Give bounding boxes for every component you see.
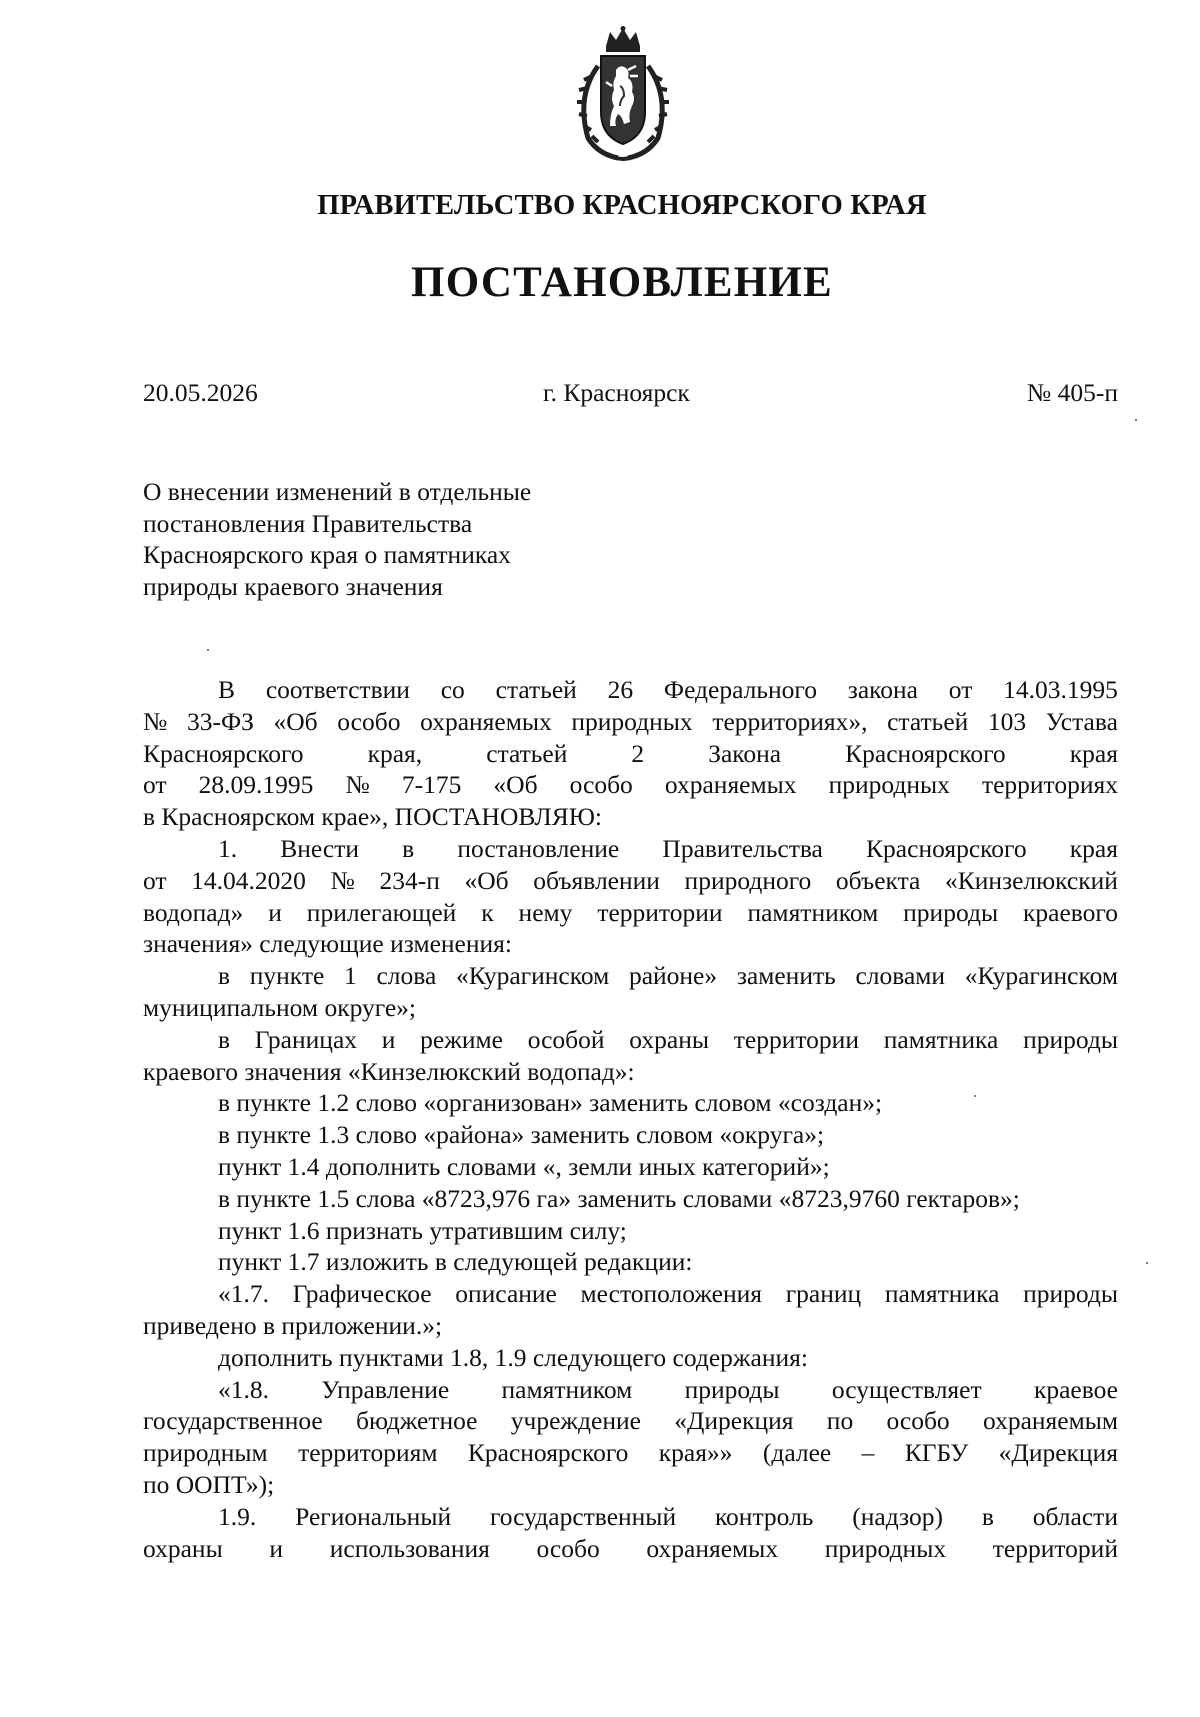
body-word: –	[861, 1438, 875, 1468]
body-word: края	[1069, 738, 1118, 768]
body-line: в пункте 1.5 слова «8723,976 га» заменить словами «8723,9760 гектаров»;	[218, 1183, 1020, 1213]
body-line	[143, 1533, 1118, 1565]
body-word: статьей	[486, 738, 568, 768]
body-word: территориям	[298, 1438, 438, 1468]
body-word: Красноярского	[467, 1438, 629, 1468]
body-word: Красноярского	[845, 738, 1006, 768]
body-word: края	[1069, 833, 1118, 863]
body-line	[143, 674, 1118, 706]
body-word: природного	[684, 865, 812, 895]
body-word: природных	[824, 1533, 947, 1563]
body-word: природным	[143, 1438, 268, 1468]
body-word: «Об	[464, 865, 509, 895]
body-word: 1.	[218, 833, 238, 863]
body-word: территории	[597, 897, 723, 927]
body-word: охраняемых	[664, 770, 797, 800]
body-word: особо	[569, 770, 633, 800]
document-subject	[143, 476, 663, 602]
body-word: статьей	[887, 706, 969, 736]
body-word: (надзор)	[852, 1501, 943, 1531]
body-word: края,	[367, 738, 423, 768]
body-word: 2	[631, 738, 645, 768]
body-word: охраны	[143, 1533, 223, 1563]
body-line	[143, 769, 1118, 801]
body-word: объекта	[835, 865, 921, 895]
body-word: Управление	[321, 1374, 450, 1404]
body-line	[143, 706, 1118, 738]
body-word: использования	[329, 1533, 490, 1563]
body-line	[143, 738, 1118, 770]
body-word: 7-175	[401, 770, 462, 800]
body-line: пункт 1.4 дополнить словами «, земли иных категорий»;	[218, 1151, 830, 1181]
body-word: 1	[344, 961, 357, 991]
body-word: природы	[1023, 1024, 1118, 1054]
body-line: по ООПТ»);	[143, 1469, 275, 1499]
body-word: «1.7.	[218, 1279, 269, 1309]
coat-of-arms-icon	[568, 26, 678, 166]
scan-speck	[207, 649, 209, 651]
body-word: и	[269, 1533, 284, 1563]
body-word: Красноярского	[866, 833, 1027, 863]
body-line: пункт 1.7 изложить в следующей редакции:	[218, 1247, 693, 1277]
body-word: охраняемым	[982, 1406, 1118, 1436]
body-line: муниципальном округе»;	[143, 992, 417, 1022]
body-word: нему	[518, 897, 573, 927]
body-word: 33-ФЗ	[186, 706, 254, 736]
body-word: «Об	[273, 706, 318, 736]
body-word: Федерального	[663, 675, 817, 704]
body-word: Региональный	[295, 1501, 452, 1531]
body-word: Правительства	[662, 833, 823, 863]
body-word: в	[981, 1501, 994, 1531]
body-word: №	[345, 770, 370, 800]
body-word: памятником	[501, 1374, 633, 1404]
body-word: области	[1032, 1501, 1118, 1531]
body-line	[143, 1024, 1118, 1056]
body-line: в Красноярском крае», ПОСТАНОВЛЯЮ:	[143, 802, 602, 832]
body-word: КГБУ	[904, 1438, 969, 1468]
body-word: от	[948, 675, 973, 704]
body-word: территориях»,	[712, 706, 868, 736]
body-word: объявлении	[533, 865, 660, 895]
subject-line: постановления Правительства	[143, 508, 473, 538]
body-word: соответствии	[265, 675, 410, 704]
body-word: государственный	[489, 1501, 677, 1531]
scan-speck	[974, 1095, 976, 1097]
body-line: значения» следующие изменения:	[143, 929, 512, 959]
body-line	[143, 1437, 1118, 1469]
body-line: краевого значения «Кинзелюкский водопад»:	[143, 1056, 635, 1086]
subject-line: О внесении изменений в отдельные	[143, 477, 532, 506]
document-date: 20.05.2026	[143, 378, 258, 407]
body-word: районе»	[628, 961, 718, 991]
body-word: территории	[733, 1024, 859, 1054]
subject-line: Красноярского края о памятниках	[143, 540, 511, 569]
body-word: и	[268, 897, 282, 927]
body-word: местоположения	[580, 1279, 763, 1309]
body-word: природы	[903, 897, 999, 927]
body-word: «Об	[493, 770, 538, 800]
scan-speck	[1135, 419, 1137, 421]
body-word: государственное	[143, 1406, 323, 1436]
body-line: приведено в приложении.»;	[143, 1310, 443, 1340]
body-word: водопад»	[143, 897, 244, 927]
body-word: территориях	[981, 770, 1118, 800]
body-word: режиме	[420, 1024, 503, 1054]
body-word: особо	[337, 706, 401, 736]
body-line	[143, 960, 1118, 992]
body-word: особо	[886, 1406, 950, 1436]
body-word: постановление	[457, 833, 620, 863]
body-word: памятника	[884, 1279, 1000, 1309]
body-word: (далее	[762, 1438, 832, 1468]
body-word: природы	[684, 1374, 780, 1404]
body-word: краевое	[1033, 1374, 1118, 1404]
document-meta	[143, 378, 1118, 412]
body-word: особой	[527, 1024, 605, 1054]
body-word: в	[402, 833, 415, 863]
body-word: В	[218, 675, 236, 704]
body-word: осуществляет	[831, 1374, 982, 1404]
document-type: ПОСТАНОВЛЕНИЕ	[411, 259, 833, 306]
body-word: заменить	[736, 961, 836, 991]
body-word: природных	[571, 706, 693, 736]
body-word: «Курагинском	[964, 961, 1118, 991]
body-line	[143, 833, 1118, 865]
body-word: бюджетное	[356, 1406, 478, 1436]
body-word: от	[143, 865, 167, 895]
body-word: «Дирекция	[674, 1406, 794, 1436]
body-word: Устава	[1045, 706, 1118, 736]
body-word: Внести	[280, 833, 359, 863]
body-word: статьей	[495, 675, 577, 704]
body-word: в	[218, 961, 231, 991]
body-word: 14.04.2020	[191, 865, 306, 895]
body-word: границ	[785, 1279, 862, 1309]
document-body	[143, 674, 1118, 1564]
body-word: 103	[987, 706, 1027, 736]
body-word: 28.09.1995	[198, 770, 314, 800]
body-line: дополнить пунктами 1.8, 1.9 следующего содержания:	[218, 1342, 808, 1372]
body-word: Графическое	[292, 1279, 432, 1309]
body-word: контроль	[714, 1501, 814, 1531]
body-word: охраняемых	[646, 1533, 779, 1563]
body-word: 1.9.	[218, 1501, 257, 1531]
body-word: и	[381, 1024, 396, 1054]
body-word: учреждение	[510, 1406, 641, 1436]
scan-speck	[1146, 1262, 1148, 1264]
body-word: «Дирекция	[998, 1438, 1118, 1468]
body-word: Красноярского	[143, 738, 304, 768]
body-word: особо	[536, 1533, 600, 1563]
body-word: природы	[1023, 1279, 1118, 1309]
body-word: охраны	[629, 1024, 710, 1054]
body-line: в пункте 1.2 слово «организован» заменить словом «создан»;	[218, 1088, 883, 1118]
body-word: 234-п	[379, 865, 440, 895]
body-line	[143, 1374, 1118, 1406]
body-line: пункт 1.6 признать утратившим силу;	[218, 1215, 627, 1245]
body-line	[143, 1501, 1118, 1533]
body-word: Границах	[254, 1024, 358, 1054]
body-word: №	[143, 706, 168, 736]
body-word: «Курагинском	[456, 961, 610, 991]
body-line	[143, 1278, 1118, 1310]
subject-line: природы краевого значения	[143, 571, 443, 601]
body-word: «1.8.	[218, 1374, 269, 1404]
body-word: от	[143, 770, 167, 800]
body-word: по	[826, 1406, 854, 1436]
body-word: словами	[855, 961, 946, 991]
body-word: «Кинзелюкский	[944, 865, 1118, 895]
body-word: пункте	[249, 961, 325, 991]
body-word: Закона	[708, 738, 782, 768]
body-word: прилегающей	[306, 897, 457, 927]
body-word: закона	[847, 675, 918, 704]
body-word: памятника	[883, 1024, 999, 1054]
body-line: в пункте 1.3 слово «района» заменить словом «округа»;	[218, 1120, 825, 1150]
document-number: № 405-п	[1026, 378, 1118, 407]
organization-title: ПРАВИТЕЛЬСТВО КРАСНОЯРСКОГО КРАЯ	[317, 190, 927, 221]
body-word: территорий	[992, 1533, 1118, 1563]
body-word: природных	[828, 770, 950, 800]
body-word: краевого	[1023, 897, 1118, 927]
body-word: охраняемых	[420, 706, 552, 736]
body-line	[143, 865, 1118, 897]
body-word: в	[218, 1024, 231, 1054]
body-line	[143, 1405, 1118, 1437]
body-word: края»»	[658, 1438, 733, 1468]
document-city: г. Красноярск	[543, 378, 690, 407]
body-word: 26	[607, 675, 634, 704]
body-word: №	[330, 865, 355, 895]
body-line	[143, 897, 1118, 929]
body-word: слова	[376, 961, 437, 991]
body-word: к	[481, 897, 494, 927]
body-word: памятником	[747, 897, 879, 927]
body-word: описание	[455, 1279, 557, 1309]
body-word: 14.03.1995	[1003, 675, 1118, 704]
body-word: со	[440, 675, 465, 704]
